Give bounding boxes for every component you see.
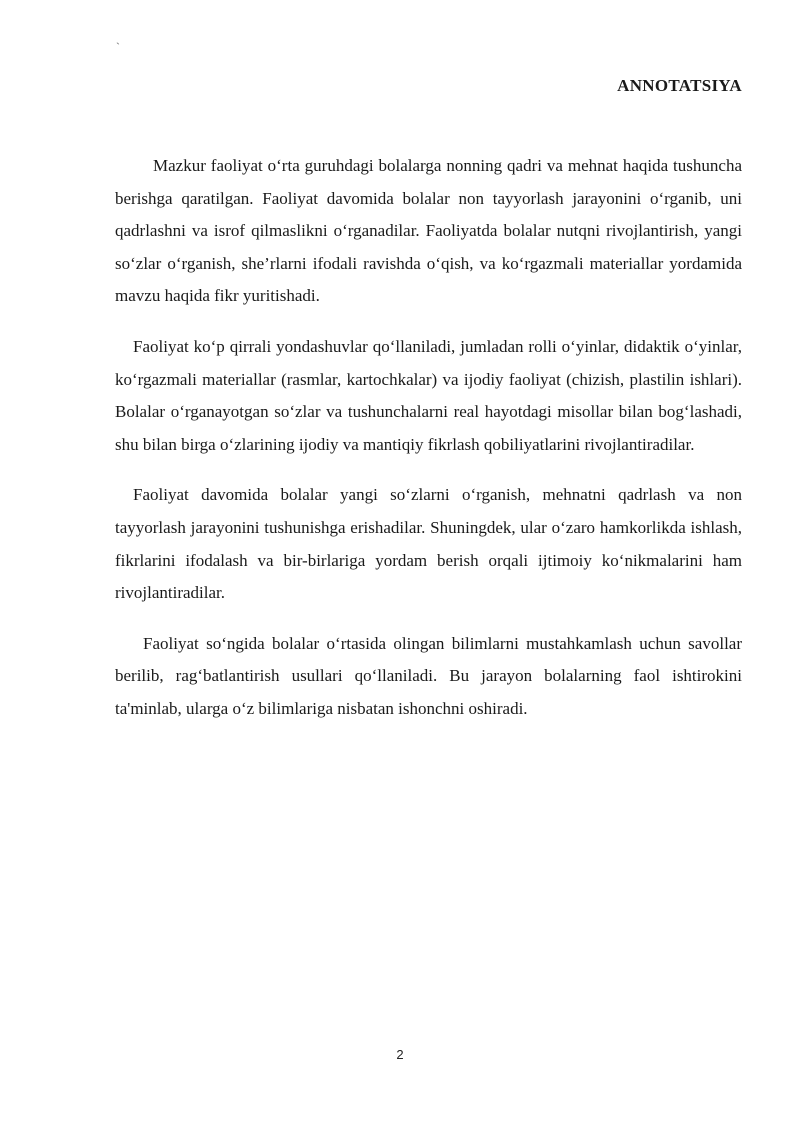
paragraph-3: Faoliyat davomida bolalar yangi so‘zlarni o‘rganish, mehnatni qadrlash va non tayyorlash jarayonini tushunishga erishadilar. Shuningdek, ular o‘zaro hamkorlikda ishlash, fikrlarini ifodalash va bir-birlariga yordam berish orqali ijtimoiy ko‘nikmalarini ham rivojlantiradilar. xyxy=(115,485,742,603)
paragraph-4: Faoliyat so‘ngida bolalar o‘rtasida olingan bilimlarni mustahkamlash uchun savollar berilib, rag‘batlantirish usullari qo‘llaniladi. Bu jarayon bolalarning faol ishtirokini ta'minlab, ularga o‘z bilimlariga nisbatan ishonchni oshiradi. xyxy=(115,633,742,718)
paragraph-2: Faoliyat ko‘p qirrali yondashuvlar qo‘llaniladi, jumladan rolli o‘yinlar, didaktik o‘yinlar, ko‘rgazmali materiallar (rasmlar, kartochkalar) va ijodiy faoliyat (chizish, plastilin ishlari). Bolalar o‘rganayotgan so‘zlar va tushunchalarni real hayotdagi misollar bilan bog‘lashadi, shu bilan birga o‘zlarining ijodiy va mantiqiy fikrlash qobiliyatlarini rivojlantiradilar. xyxy=(115,336,742,454)
page-number: 2 xyxy=(396,1047,404,1062)
corner-mark: ` xyxy=(116,40,120,54)
page-title: ANNOTATSIYA xyxy=(617,76,742,95)
annotation-body xyxy=(115,150,742,726)
paragraph-1: Mazkur faoliyat o‘rta guruhdagi bolalarga nonning qadri va mehnat haqida tushuncha berishga qaratilgan. Faoliyat davomida bolalar non tayyorlash jarayonini o‘rganib, uni qadrlashni va isrof qilmaslikni o‘rganadilar. Faoliyatda bolalar nutqni rivojlantirish, yangi so‘zlar o‘rganish, she’rlarni ifodali ravishda o‘qish, va ko‘rgazmali materiallar yordamida mavzu haqida fikr yuritishadi. xyxy=(115,156,742,306)
